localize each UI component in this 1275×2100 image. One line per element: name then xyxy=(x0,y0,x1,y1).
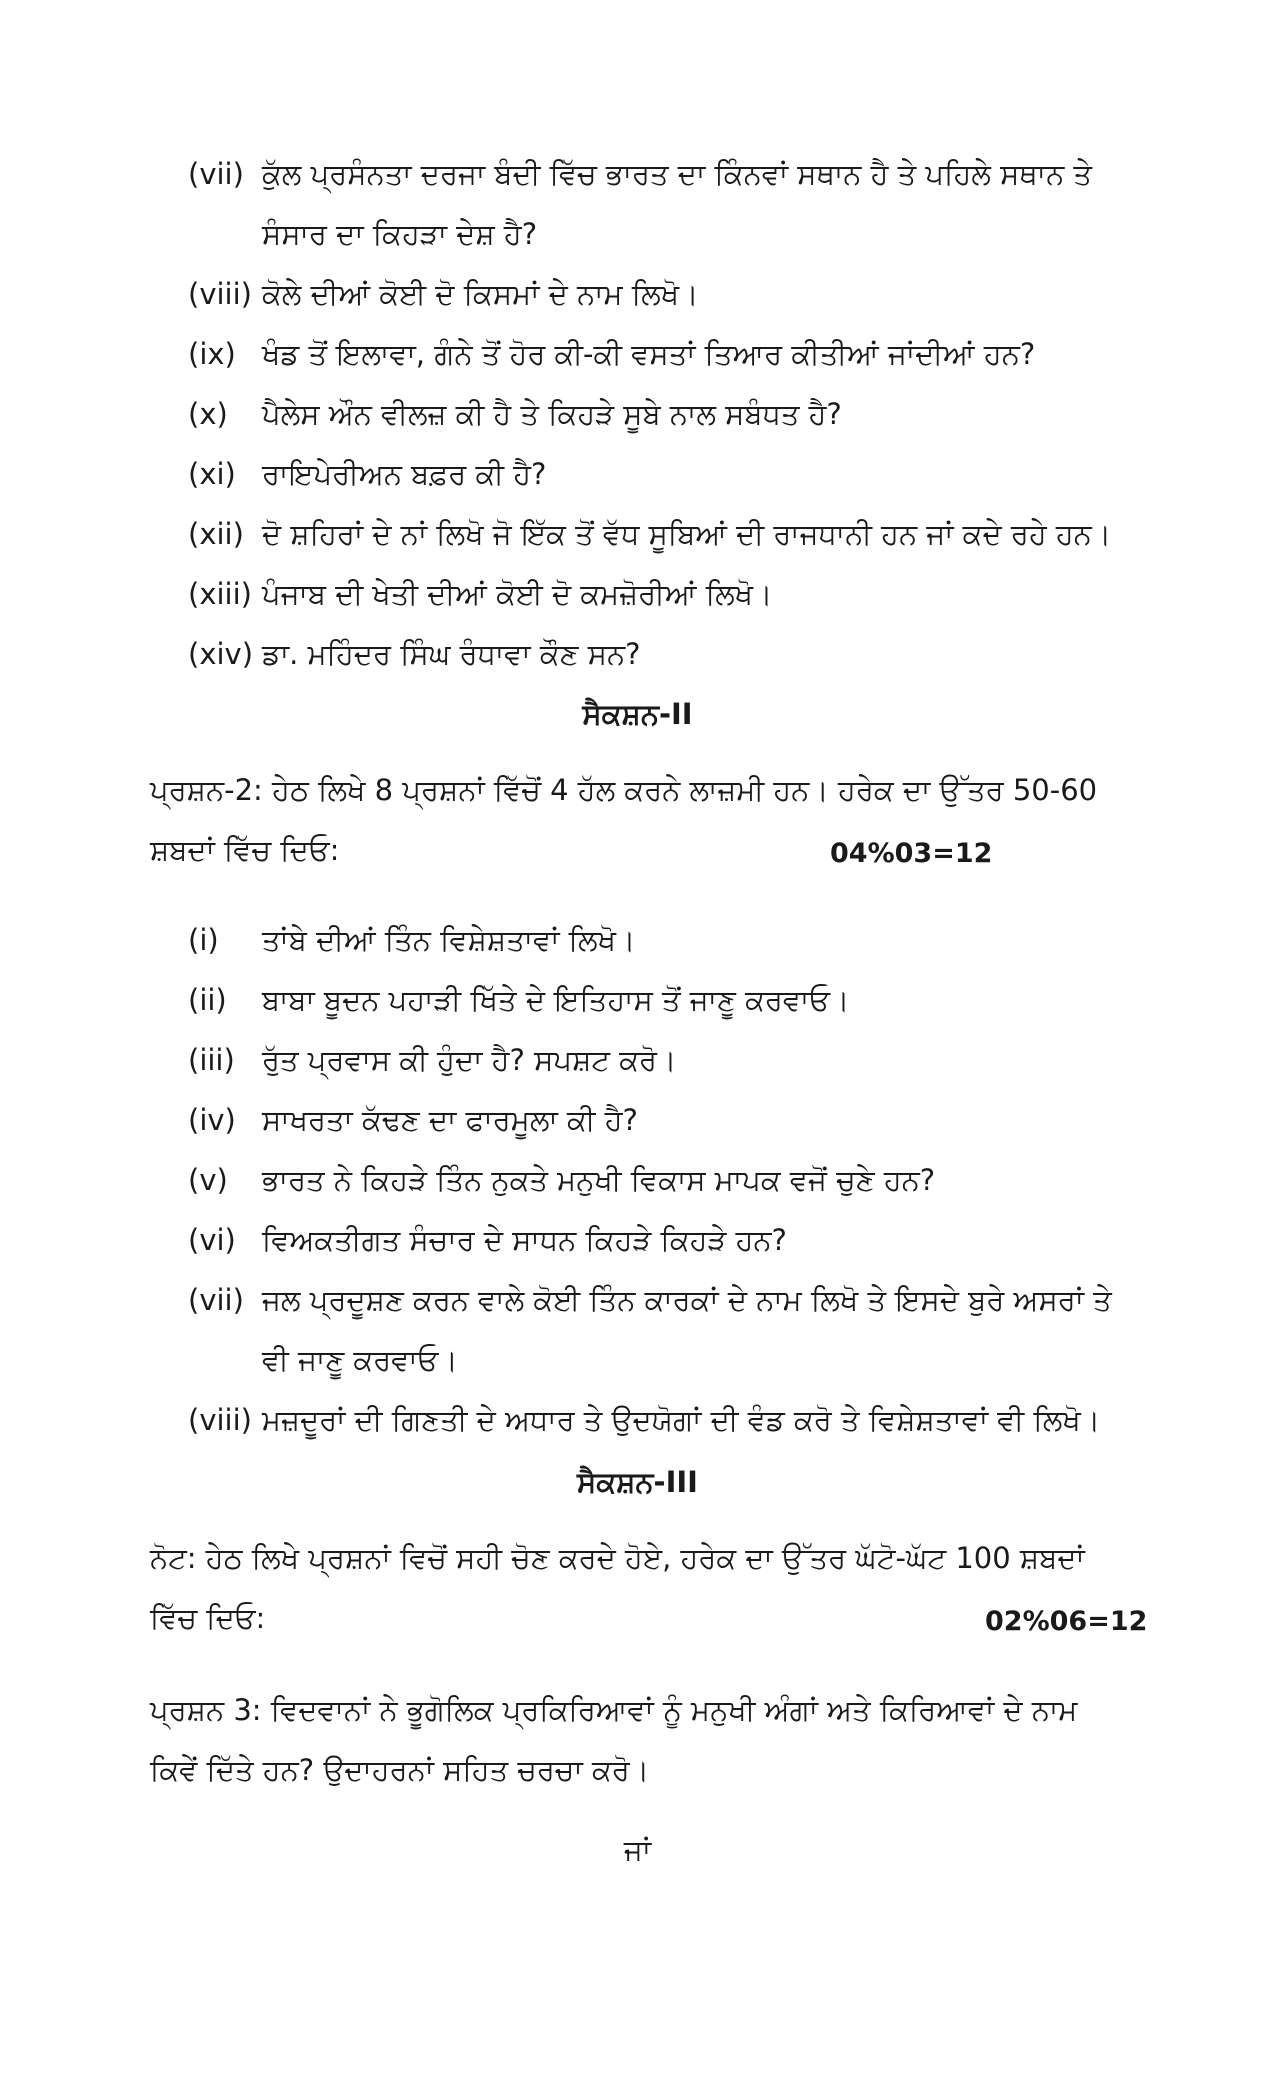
question-text: ਡਾ. ਮਹਿੰਦਰ ਸਿੰਘ ਰੰਧਾਵਾ ਕੌਣ ਸਨ? xyxy=(262,637,641,671)
question-number: (vii) xyxy=(188,1283,244,1317)
question-text: ਬਾਬਾ ਬੂਦਨ ਪਹਾੜੀ ਖਿੱਤੇ ਦੇ ਇਤਿਹਾਸ ਤੋਂ ਜਾਣੂ ਕਰਵਾਓ। xyxy=(262,983,850,1017)
question-text: ਪ੍ਰਸ਼ਨ 3: ਵਿਦਵਾਨਾਂ ਨੇ ਭੂਗੋਲਿਕ ਪ੍ਰਕਿਰਿਆਵਾਂ ਨੂੰ ਮਨੁਖੀ ਅੰਗਾਂ ਅਤੇ ਕਿਰਿਆਵਾਂ ਦੇ ਨਾਮ ਕਿਵੇਂ ਦਿੱਤੇ ਹਨ? ਉਦਾਹਰਨਾਂ ਸਹਿਤ ਚਰਚਾ ਕਰੋ। xyxy=(150,1693,1078,1787)
section-note xyxy=(150,1528,1130,1648)
question-text: ਕੁੱਲ ਪ੍ਰਸੰਨਤਾ ਦਰਜਾ ਬੰਦੀ ਵਿੱਚ ਭਾਰਤ ਦਾ ਕਿੰਨਵਾਂ ਸਥਾਨ ਹੈ ਤੇ ਪਹਿਲੇ ਸਥਾਨ ਤੇ ਸੰਸਾਰ ਦਾ ਕਿਹੜਾ ਦੇਸ਼ ਹੈ? xyxy=(262,157,1092,251)
instruction-text: ਪ੍ਰਸ਼ਨ-2: ਹੇਠ ਲਿਖੇ 8 ਪ੍ਰਸ਼ਨਾਂ ਵਿੱਚੋਂ 4 ਹੱਲ ਕਰਨੇ ਲਾਜ਼ਮੀ ਹਨ। ਹਰੇਕ ਦਾ ਉੱਤਰ 50-60 ਸ਼ਬਦਾਂ ਵਿੱਚ ਦਿਓ: xyxy=(150,773,1098,867)
marks-label: 02%06=12 xyxy=(985,1606,1148,1637)
marks-label: 04%03=12 xyxy=(830,838,993,869)
question-number: (xiv) xyxy=(188,637,254,671)
question-number: (xii) xyxy=(188,517,244,551)
question-number: (vii) xyxy=(188,157,244,191)
question-text: ਭਾਰਤ ਨੇ ਕਿਹੜੇ ਤਿੰਨ ਨੁਕਤੇ ਮਨੁਖੀ ਵਿਕਾਸ ਮਾਪਕ ਵਜੋਂ ਚੁਣੇ ਹਨ? xyxy=(262,1163,936,1197)
section-heading: ਸੈਕਸ਼ਨ-II xyxy=(582,697,693,731)
question-number: (x) xyxy=(188,397,228,431)
question-3 xyxy=(150,1680,1130,1800)
question-text: ਜਲ ਪ੍ਰਦੂਸ਼ਣ ਕਰਨ ਵਾਲੇ ਕੋਈ ਤਿੰਨ ਕਾਰਕਾਂ ਦੇ ਨਾਮ ਲਿਖੋ ਤੇ ਇਸਦੇ ਬੁਰੇ ਅਸਰਾਂ ਤੇ ਵੀ ਜਾਣੂ ਕਰਵਾਓ। xyxy=(262,1283,1112,1377)
question-text: ਪੰਜਾਬ ਦੀ ਖੇਤੀ ਦੀਆਂ ਕੋਈ ਦੋ ਕਮਜ਼ੋਰੀਆਂ ਲਿਖੋ। xyxy=(262,577,773,611)
question-text: ਮਜ਼ਦੂਰਾਂ ਦੀ ਗਿਣਤੀ ਦੇ ਅਧਾਰ ਤੇ ਉਦਯੋਗਾਂ ਦੀ ਵੰਡ ਕਰੋ ਤੇ ਵਿਸ਼ੇਸ਼ਤਾਵਾਂ ਵੀ ਲਿਖੋ। xyxy=(262,1403,1101,1437)
question-number: (ix) xyxy=(188,337,236,371)
question-number: (vi) xyxy=(188,1223,236,1257)
question-text: ਵਿਅਕਤੀਗਤ ਸੰਚਾਰ ਦੇ ਸਾਧਨ ਕਿਹੜੇ ਕਿਹੜੇ ਹਨ? xyxy=(262,1223,787,1257)
question-text: ਦੋ ਸ਼ਹਿਰਾਂ ਦੇ ਨਾਂ ਲਿਖੋ ਜੋ ਇੱਕ ਤੋਂ ਵੱਧ ਸੂਬਿਆਂ ਦੀ ਰਾਜਧਾਨੀ ਹਨ ਜਾਂ ਕਦੇ ਰਹੇ ਹਨ। xyxy=(262,517,1112,551)
question-text: ਰੁੱਤ ਪ੍ਰਵਾਸ ਕੀ ਹੁੰਦਾ ਹੈ? ਸਪਸ਼ਟ ਕਰੋ। xyxy=(262,1043,677,1077)
question-number: (v) xyxy=(188,1163,228,1197)
note-text: ਨੋਟ: ਹੇਠ ਲਿਖੇ ਪ੍ਰਸ਼ਨਾਂ ਵਿਚੋਂ ਸਹੀ ਚੋਣ ਕਰਦੇ ਹੋਏ, ਹਰੇਕ ਦਾ ਉੱਤਰ ਘੱਟੋ-ਘੱਟ 100 ਸ਼ਬਦਾਂ ਵਿੱਚ ਦਿਓ: xyxy=(150,1541,1085,1635)
question-number: (ii) xyxy=(188,983,227,1017)
or-separator: ਜਾਂ xyxy=(623,1833,652,1867)
question-text: ਕੋਲੇ ਦੀਆਂ ਕੋਈ ਦੋ ਕਿਸਮਾਂ ਦੇ ਨਾਮ ਲਿਖੋ। xyxy=(262,277,699,311)
question-text: ਪੈਲੇਸ ਔਨ ਵੀਲਜ਼ ਕੀ ਹੈ ਤੇ ਕਿਹੜੇ ਸੂਬੇ ਨਾਲ ਸਬੰਧਤ ਹੈ? xyxy=(262,397,842,431)
question-item xyxy=(0,1270,1275,1390)
question-text: ਸਾਖਰਤਾ ਕੱਢਣ ਦਾ ਫਾਰਮੂਲਾ ਕੀ ਹੈ? xyxy=(262,1103,638,1137)
question-text: ਖੰਡ ਤੋਂ ਇਲਾਵਾ, ਗੰਨੇ ਤੋਂ ਹੋਰ ਕੀ-ਕੀ ਵਸਤਾਂ ਤਿਆਰ ਕੀਤੀਆਂ ਜਾਂਦੀਆਂ ਹਨ? xyxy=(262,337,1036,371)
question-number: (viii) xyxy=(188,277,252,311)
section-heading: ਸੈਕਸ਼ਨ-III xyxy=(577,1465,698,1499)
question-number: (viii) xyxy=(188,1403,252,1437)
question-number: (xiii) xyxy=(188,577,252,611)
question-text: ਰਾਇਪੇਰੀਅਨ ਬਫ਼ਰ ਕੀ ਹੈ? xyxy=(262,457,547,491)
question-number: (iv) xyxy=(188,1103,236,1137)
question-number: (iii) xyxy=(188,1043,235,1077)
question-item xyxy=(0,144,1275,264)
question-text: ਤਾਂਬੇ ਦੀਆਂ ਤਿੰਨ ਵਿਸ਼ੇਸ਼ਤਾਵਾਂ ਲਿਖੋ। xyxy=(262,923,636,957)
question-number: (i) xyxy=(188,923,219,957)
question-number: (xi) xyxy=(188,457,236,491)
